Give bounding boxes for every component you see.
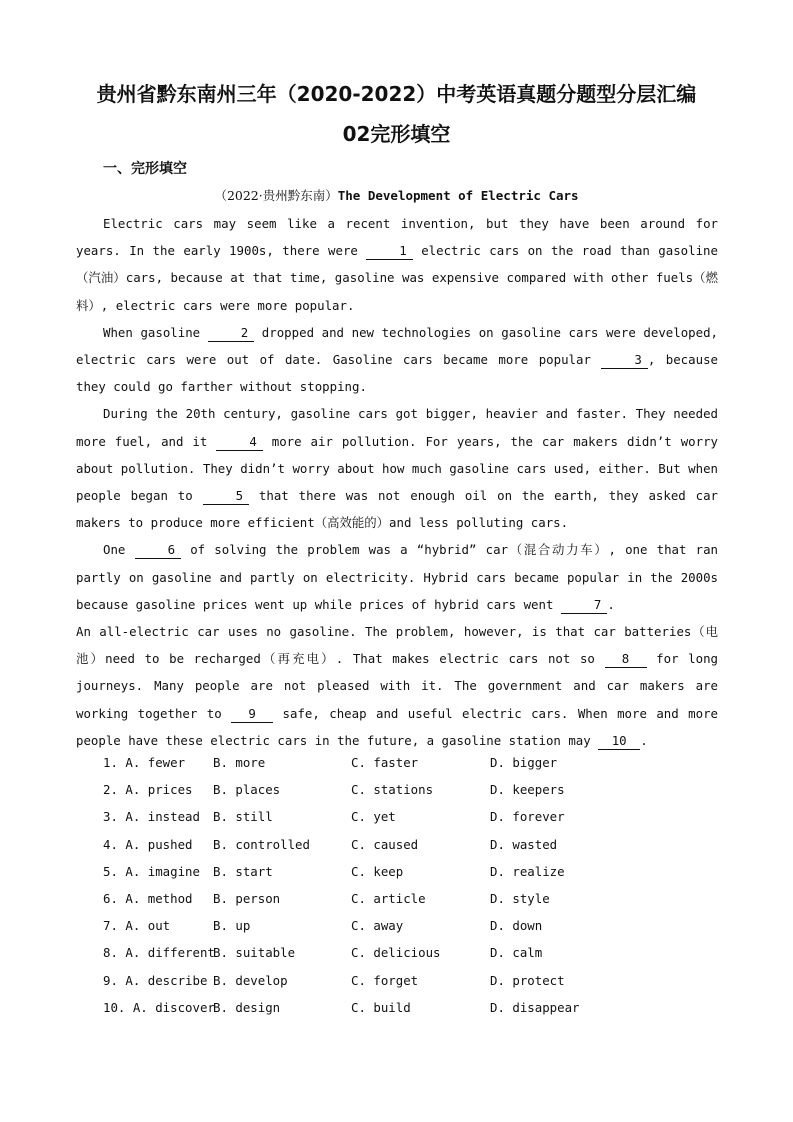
option-b[interactable]: B. up — [213, 918, 251, 934]
option-a[interactable]: 10. A. discover — [103, 999, 215, 1015]
paragraph-3: During the 20th century, gasoline cars got bigger, heavier and faster. They needed more fuel, and it 4 more air pollution. For years, the car makers didn’t worry about pollution. They didn’t worry about how much gasoline cars used, either. But when people began to 5 that there was not enough oil on the earth, they asked car makers to produce more efficient（高效能的）and less polluting cars. — [76, 406, 718, 531]
option-d[interactable]: D. realize — [490, 863, 565, 879]
paragraph-2: When gasoline 2 dropped and new technologies on gasoline cars were developed, electric cars were out of date. Gasoline cars became more popular 3 , because they could go farther without stopping. — [76, 324, 719, 395]
option-c[interactable]: C. delicious — [351, 945, 441, 961]
option-d[interactable]: D. style — [490, 890, 550, 906]
option-c[interactable]: C. caused — [351, 836, 419, 852]
option-c[interactable]: C. build — [351, 999, 411, 1015]
blank-8[interactable]: 8 — [605, 651, 647, 668]
option-d[interactable]: D. forever — [490, 809, 565, 825]
passage-title: The Development of Electric Cars — [337, 188, 579, 203]
option-b[interactable]: B. start — [213, 863, 273, 879]
paragraph-5: An all-electric car uses no gasoline. The problem, however, is that car batteries（电池）need to be recharged（再充电）. That makes electric cars not so 8 for long journeys. Many people are not pleased with it. The government and car makers are working together to 9 safe, cheap and useful electric cars. When more and more people have these electric cars in the future, a gasoline station may 10 . — [76, 624, 718, 748]
option-a[interactable]: 7. A. out — [103, 918, 171, 934]
blank-5[interactable]: 5 — [203, 488, 249, 505]
page-subtitle: 02完形填空 — [342, 122, 451, 146]
option-b[interactable]: B. still — [213, 809, 273, 825]
passage — [76, 210, 718, 754]
passage-heading — [0, 186, 793, 204]
blank-6[interactable]: 6 — [135, 542, 181, 559]
option-c[interactable]: C. away — [351, 918, 404, 934]
option-a[interactable]: 1. A. fewer — [103, 755, 186, 770]
option-a[interactable]: 3. A. instead — [103, 809, 200, 825]
option-c[interactable]: C. keep — [351, 863, 404, 879]
blank-1[interactable]: 1 — [366, 243, 412, 260]
paragraph-4: One 6 of solving the problem was a “hybrid” car（混合动力车）, one that ran partly on gasoline and partly on electricity. Hybrid cars became popular in the 2000s because gasoline prices went up while prices of hybrid cars went 7 . — [76, 542, 719, 612]
blank-9[interactable]: 9 — [231, 706, 273, 723]
paragraph-1: Electric cars may seem like a recent invention, but they have been around for years. In the early 1900s, there were 1 electric cars on the road than gasoline（汽油）cars, because at that time, gasoline was expensive compared with other fuels（燃料）, electric cars were more popular. — [76, 216, 718, 313]
option-c[interactable]: C. stations — [351, 782, 434, 798]
passage-source: （2022·贵州黔东南） — [214, 188, 338, 203]
blank-2[interactable]: 2 — [208, 325, 254, 342]
option-d[interactable]: D. calm — [490, 945, 543, 961]
option-c[interactable]: C. faster — [351, 755, 419, 770]
option-d[interactable]: D. keepers — [490, 782, 565, 798]
option-c[interactable]: C. article — [351, 890, 426, 906]
option-b[interactable]: B. places — [213, 782, 281, 798]
option-a[interactable]: 8. A. different — [103, 945, 215, 961]
blank-7[interactable]: 7 — [561, 597, 607, 614]
option-a[interactable]: 5. A. imagine — [103, 863, 200, 879]
blank-10[interactable]: 10 — [598, 733, 640, 750]
option-b[interactable]: B. more — [213, 755, 266, 770]
option-c[interactable]: C. yet — [351, 809, 396, 825]
option-d[interactable]: D. bigger — [490, 755, 558, 770]
option-a[interactable]: 2. A. prices — [103, 782, 193, 798]
option-d[interactable]: D. protect — [490, 972, 565, 988]
option-d[interactable]: D. down — [490, 918, 543, 934]
option-d[interactable]: D. disappear — [490, 999, 580, 1015]
section-heading: 一、完形填空 — [103, 161, 187, 177]
option-d[interactable]: D. wasted — [490, 836, 558, 852]
option-b[interactable]: B. develop — [213, 972, 288, 988]
page-title: 贵州省黔东南州三年（2020-2022）中考英语真题分题型分层汇编 — [96, 82, 697, 106]
option-b[interactable]: B. controlled — [213, 836, 310, 852]
option-a[interactable]: 6. A. method — [103, 890, 193, 906]
blank-3[interactable]: 3 — [601, 352, 647, 369]
option-a[interactable]: 9. A. describe — [103, 972, 208, 988]
option-a[interactable]: 4. A. pushed — [103, 836, 193, 852]
option-b[interactable]: B. design — [213, 999, 281, 1015]
option-b[interactable]: B. suitable — [213, 945, 296, 961]
option-c[interactable]: C. forget — [351, 972, 419, 988]
blank-4[interactable]: 4 — [216, 434, 262, 451]
option-b[interactable]: B. person — [213, 890, 281, 906]
